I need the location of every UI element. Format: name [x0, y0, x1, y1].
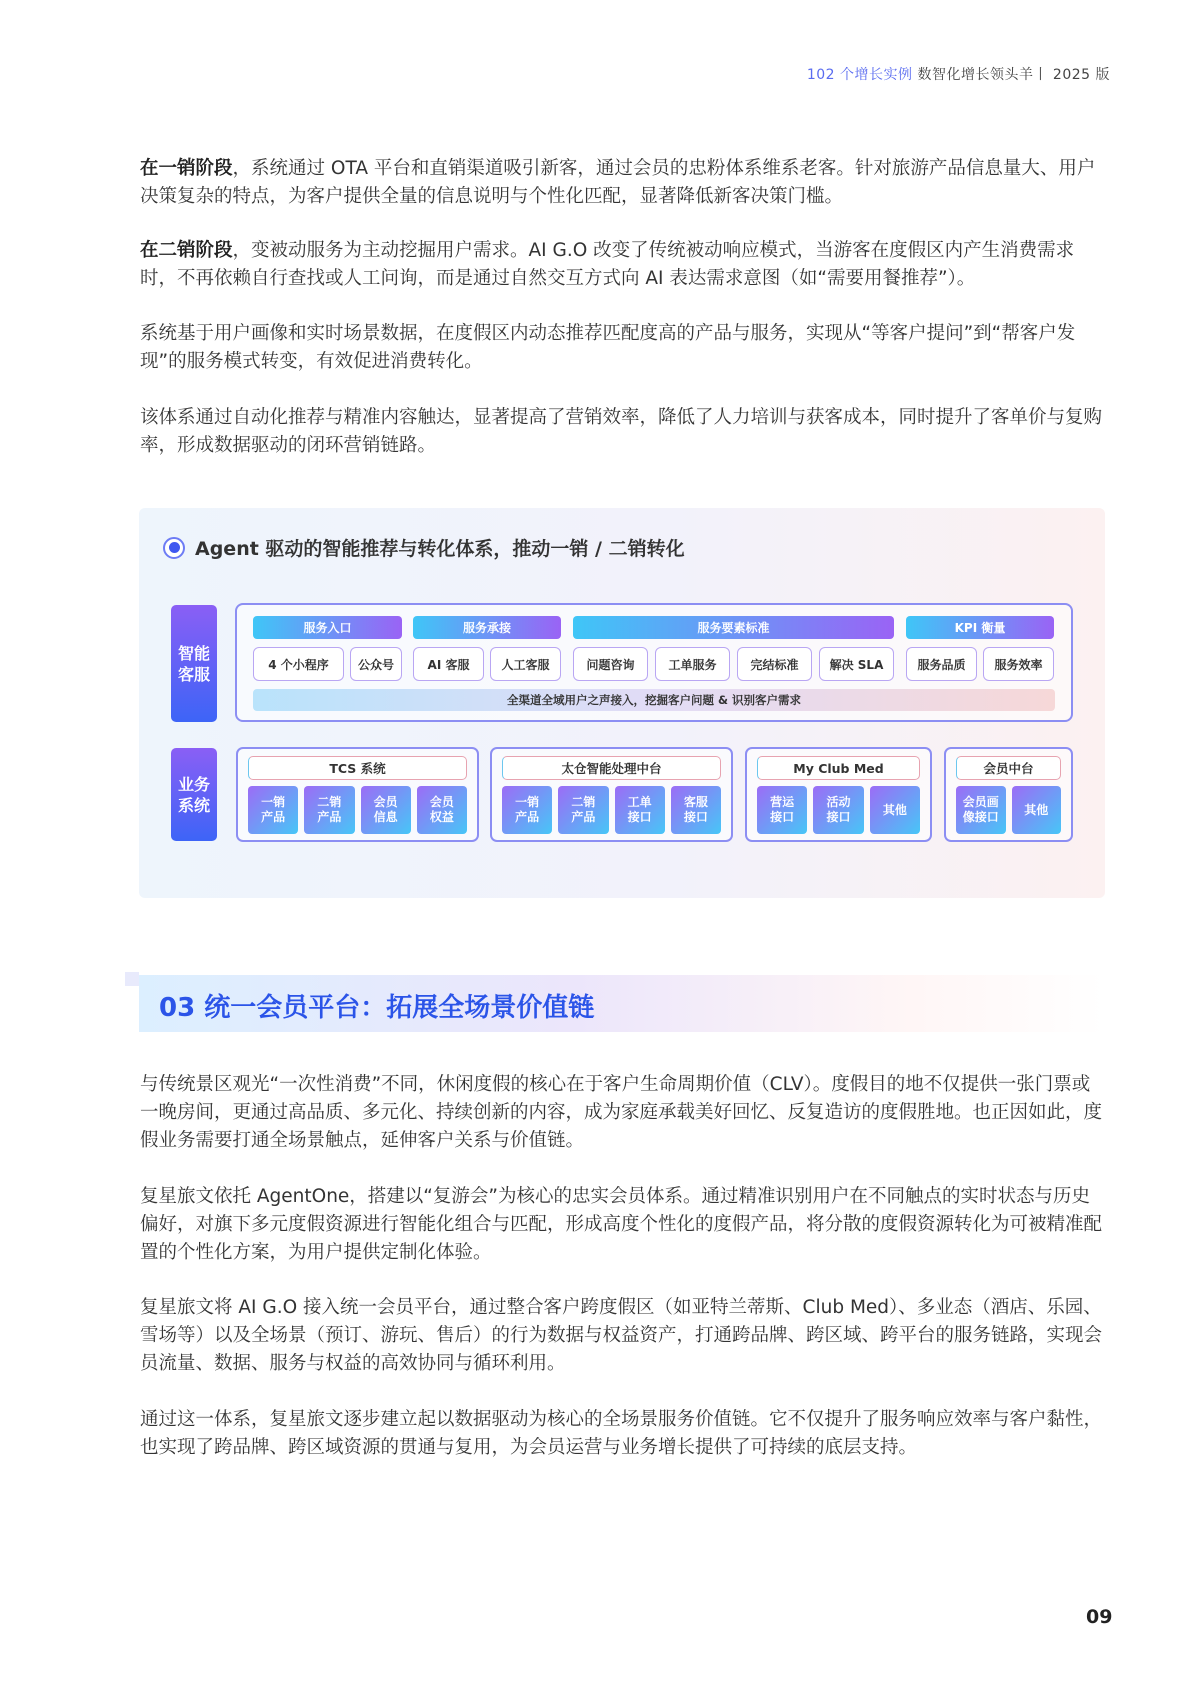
group-header: KPI 衡量 [906, 616, 1054, 639]
paragraph: 系统基于用户画像和实时场景数据，在度假区内动态推荐匹配度高的产品与服务，实现从“等客户提问”到“帮客户发现”的服务模式转变，有效促进消费转化。 [140, 323, 1076, 372]
module-cell: 一销 产品 [248, 786, 298, 834]
module-cell: 其他 [1012, 786, 1062, 834]
voice-of-customer-bar: 全渠道全域用户之声接入，挖掘客户问题 & 识别客户需求 [253, 689, 1055, 711]
system-group-taicang [490, 747, 733, 842]
row-label-business-systems: 业务系统 [171, 748, 217, 841]
paragraph: 与传统景区观光“一次性消费”不同，休闲度假的核心在于客户生命周期价值（CLV）。度假目的地不仅提供一张门票或一晚房间，更通过高品质、多元化、持续创新的内容，成为家庭承载美好回忆、反复造访的度假胜地。也正因如此，度假业务需要打通全场景触点，延伸客户关系与价值链。 [140, 1074, 1103, 1151]
module-cell: 工单 接口 [615, 786, 665, 834]
paragraph: 在一销阶段，系统通过 OTA 平台和直销渠道吸引新客，通过会员的忠粉体系维系老客。针对旅游产品信息量大、用户决策复杂的特点，为客户提供全量的信息说明与个性化匹配，显著降低新客决策门槛。 [140, 158, 1096, 207]
system-group-member-platform [944, 747, 1073, 842]
module-cell: 一销 产品 [502, 786, 552, 834]
item-box: 工单服务 [655, 647, 730, 681]
module-cell: 二销 产品 [304, 786, 354, 834]
section-heading [139, 975, 1105, 1032]
radio-dot-icon [163, 537, 185, 559]
module-cell: 营运 接口 [757, 786, 807, 834]
paragraph: 复星旅文依托 AgentOne，搭建以“复游会”为核心的忠实会员体系。通过精准识别用户在不同触点的实时状态与历史偏好，对旗下多元度假资源进行智能化组合与匹配，形成高度个性化的度假产品，将分散的度假资源转化为可被精准配置的个性化方案，为用户提供定制化体验。 [140, 1186, 1103, 1263]
module-cell: 客服 接口 [671, 786, 721, 834]
module-cell: 其他 [870, 786, 920, 834]
group-header: 服务要素标准 [573, 616, 894, 639]
page-number: 09 [1086, 1606, 1113, 1628]
paragraph: 复星旅文将 AI G.O 接入统一会员平台，通过整合客户跨度假区（如亚特兰蒂斯、Club Med）、多业态（酒店、乐园、雪场等）以及全场景（预订、游玩、售后）的行为数据与权益资产，打通跨品牌、跨区域、跨平台的服务链路，实现会员流量、数据、服务与权益的高效协同与循环利用。 [140, 1297, 1103, 1374]
system-group-my-club-med [745, 747, 932, 842]
item-box: 人工客服 [490, 647, 561, 681]
module-cell: 会员 信息 [361, 786, 411, 834]
item-box: 公众号 [350, 647, 402, 681]
group-header: 服务承接 [413, 616, 561, 639]
item-box: 服务品质 [906, 647, 977, 681]
item-box: 服务效率 [983, 647, 1054, 681]
item-box: 完结标准 [737, 647, 812, 681]
running-header [807, 64, 1110, 84]
group-title: TCS 系统 [248, 756, 467, 780]
item-box: 解决 SLA [819, 647, 894, 681]
series-name: 102 个增长实例 [806, 67, 913, 83]
paragraph: 在二销阶段，变被动服务为主动挖掘用户需求。AI G.O 改变了传统被动响应模式，当游客在度假区内产生消费需求时，不再依赖自行查找或人工问询，而是通过自然交互方式向 AI 表达需求意图（如“需要用餐推荐”）。 [140, 240, 1075, 289]
module-cell: 活动 接口 [813, 786, 863, 834]
smart-service-panel [235, 603, 1073, 722]
module-cell: 会员 权益 [417, 786, 467, 834]
group-header: 服务入口 [253, 616, 402, 639]
decorative-square [125, 972, 139, 986]
diagram-title: Agent 驱动的智能推荐与转化体系，推动一销 / 二销转化 [163, 534, 685, 561]
item-box: 问题咨询 [573, 647, 648, 681]
group-title: My Club Med [757, 756, 920, 780]
paragraph: 通过这一体系，复星旅文逐步建立起以数据驱动为核心的全场景服务价值链。它不仅提升了服务响应效率与客户黏性，也实现了跨品牌、跨区域资源的贯通与复用，为会员运营与业务增长提供了可持续的底层支持。 [140, 1409, 1103, 1458]
group-title: 太仓智能处理中台 [502, 756, 721, 780]
report-title: 数智化增长领头羊丨 2025 版 [917, 67, 1110, 83]
module-cell: 二销 产品 [558, 786, 608, 834]
row-label-smart-service: 智能客服 [171, 605, 217, 722]
item-box: 4 个小程序 [253, 647, 344, 681]
module-cell: 会员画 像接口 [956, 786, 1006, 834]
item-box: AI 客服 [413, 647, 484, 681]
system-group-tcs [236, 747, 479, 842]
paragraph: 该体系通过自动化推荐与精准内容触达，显著提高了营销效率，降低了人力培训与获客成本，同时提升了客单价与复购率，形成数据驱动的闭环营销链路。 [140, 407, 1103, 456]
group-title: 会员中台 [956, 756, 1061, 780]
section-title: 03 统一会员平台：拓展全场景价值链 [159, 993, 595, 1023]
